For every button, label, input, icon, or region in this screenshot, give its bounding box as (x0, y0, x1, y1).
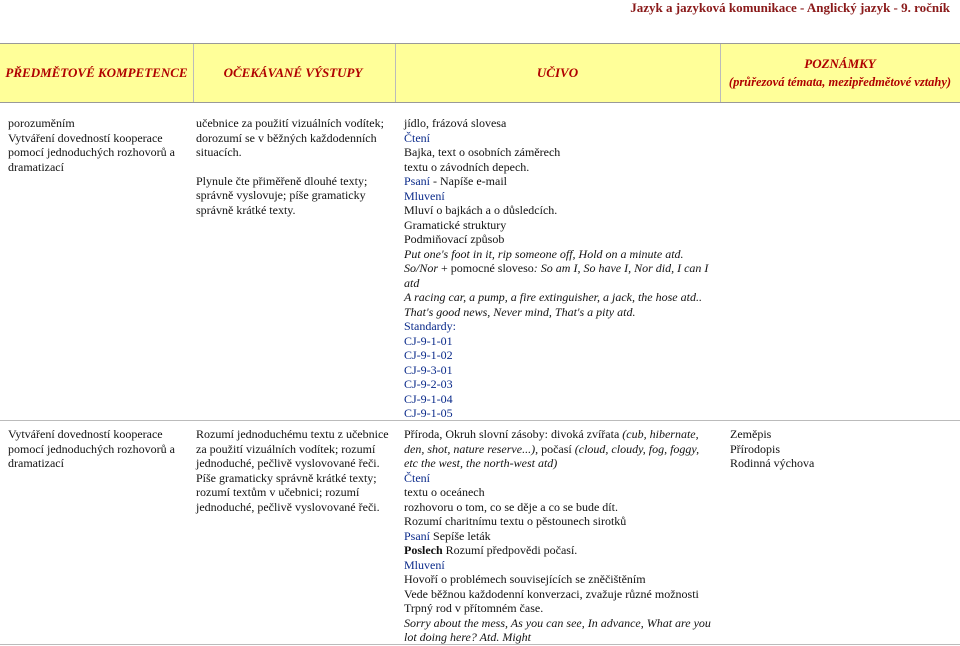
header-competences-label: PŘEDMĚTOVÉ KOMPETENCE (5, 65, 188, 80)
writing-line (404, 529, 716, 544)
table-header (0, 43, 960, 103)
content-line: Hovoří o problémech souvisejících se zněčištěním (404, 572, 646, 586)
content-line: Rozumí předpovědi počasí. (442, 543, 578, 557)
outcome-text: Plynule čte přiměřeně dlouhé texty; správně vyslovuje; píše gramaticky správně krátké texty. (196, 173, 368, 217)
outcome-text: učebnice za použití vizuálních vodítek; dorozumí se v běžných každodenních situacích. (196, 116, 384, 159)
standards-label: Standardy: (404, 319, 456, 333)
standard-code: CJ-9-3-01 (404, 362, 453, 377)
note-item: Rodinná výchova (730, 456, 815, 470)
writing-line (404, 174, 716, 189)
content-fragment: So/Nor (404, 261, 439, 275)
row1-outcomes (196, 116, 391, 217)
content-line: Vede běžnou každodenní konverzaci, zvažuje různé možnosti (404, 586, 699, 601)
outcome-text: Rozumí jednoduchému textu z učebnice za použití vizuálních vodítek; rozumí jednoduché, pečlivě vyslovované řeči. Píše gramaticky správně krátké texty; rozumí textům v učebnici; rozumí jednoduché, pečlivě vyslovované řeči. (196, 427, 389, 514)
standard-code: CJ-9-1-01 (404, 333, 453, 348)
competence-text: Vytváření dovedností kooperace pomocí jednoduchých rozhovorů a dramatizací (8, 130, 175, 174)
standard-code: CJ-9-2-03 (404, 377, 453, 391)
section-label-reading: Čtení (404, 130, 430, 145)
content-line: textu o oceánech (404, 485, 485, 499)
content-line (404, 261, 716, 290)
content-line: Gramatické struktury (404, 217, 507, 232)
header-content-label: UČIVO (536, 65, 579, 80)
standard-code: CJ-9-1-02 (404, 348, 453, 362)
note-item: Zeměpis (730, 427, 772, 441)
content-line (404, 427, 716, 471)
section-label-writing: Psaní (404, 528, 431, 543)
content-line: Put one's foot in it, rip someone off, Hold on a minute atd. (404, 246, 684, 261)
content-line: rozhovoru o tom, co se děje a co se bude dít. (404, 499, 618, 514)
content-line: Mluví o bajkách a o důsledcích. (404, 203, 558, 217)
content-fragment: : So am I, So have I, Nor did, I can I atd (404, 261, 709, 290)
listening-line (404, 543, 716, 558)
section-label-speaking: Mluvení (404, 188, 445, 203)
competence-text: porozuměním (8, 116, 75, 130)
section-label-reading: Čtení (404, 470, 430, 485)
header-notes-sublabel: (průřezová témata, mezipředmětové vztahy) (728, 75, 952, 89)
content-line: textu o závodních depech. (404, 159, 530, 174)
content-line: Sepíše leták (430, 528, 491, 543)
row1-competences (8, 116, 186, 174)
row2-outcomes (196, 427, 391, 514)
row-divider (0, 644, 960, 645)
standard-code: CJ-9-1-05 (404, 406, 453, 420)
row-divider (0, 420, 960, 421)
content-line: Podmiňovací způsob (404, 232, 505, 246)
content-fragment: (cloud, cloudy, fog, foggy, etc the west, the north-west atd) (404, 441, 700, 470)
content-line: jídlo, frázová slovesa (404, 116, 507, 130)
content-line: Bajka, text o osobních záměrech (404, 145, 561, 159)
section-label-speaking: Mluvení (404, 557, 445, 572)
document-title: Jazyk a jazyková komunikace - Anglický jazyk - 9. ročník (630, 0, 950, 15)
row2-notes (730, 427, 955, 471)
row2-competences (8, 427, 186, 471)
section-label-listening: Poslech (404, 543, 443, 557)
header-outcomes (193, 44, 393, 102)
row2-content (404, 427, 716, 645)
note-item: Přírodopis (730, 441, 781, 456)
header-notes-label: POZNÁMKY (804, 56, 876, 71)
content-line: Sorry about the mess, As you can see, In advance, What are you lot doing here? Atd. Might (404, 615, 711, 644)
row1-content (404, 116, 716, 421)
header-notes (720, 44, 960, 102)
header-outcomes-label: OČEKÁVANÉ VÝSTUPY (223, 65, 363, 80)
section-label-writing: Psaní (404, 174, 431, 188)
content-fragment: (cub, hibernate, den, shot, nature reserve...) (404, 427, 699, 456)
standard-code: CJ-9-1-04 (404, 391, 453, 406)
header-content (395, 44, 720, 102)
content-line: A racing car, a pump, a fire extinguisher, a jack, the hose atd.. That's good news, Never mind, That's a pity atd. (404, 290, 702, 319)
content-fragment: , počasí (535, 441, 575, 456)
content-fragment: + pomocné sloveso (438, 261, 534, 275)
header-competences (0, 44, 193, 102)
content-line: Rozumí charitnímu textu o pěstounech sirotků (404, 514, 627, 528)
competence-text: Vytváření dovedností kooperace pomocí jednoduchých rozhovorů a dramatizací (8, 427, 175, 470)
content-line: Trpný rod v přítomném čase. (404, 601, 544, 615)
content-fragment: Příroda, Okruh slovní zásoby: divoká zvířata (404, 427, 623, 441)
content-line: - Napíše e-mail (430, 174, 507, 188)
